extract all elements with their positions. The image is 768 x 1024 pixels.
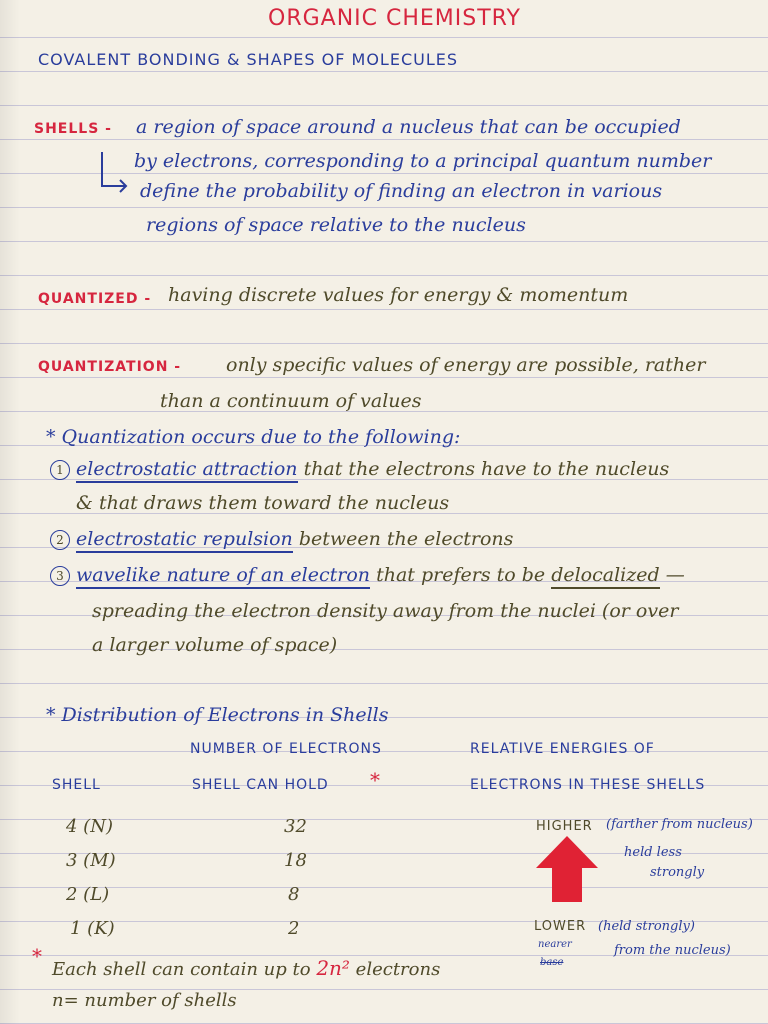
cause-text: that prefers to be <box>376 564 546 586</box>
footer-asterisk: * <box>32 944 42 968</box>
footer-text-end: electrons <box>355 959 441 980</box>
shells-def-line2: by electrons, corresponding to a principal quantum number <box>134 150 712 172</box>
cause-term: wavelike nature of an electron <box>76 564 370 589</box>
count-cell: 8 <box>288 884 300 905</box>
item-number: 2 <box>50 530 70 550</box>
item-number: 3 <box>50 566 70 586</box>
shell-cell: 2 (L) <box>66 884 110 905</box>
col-header-energy-2: ELECTRONS IN THESE SHELLS <box>470 777 706 793</box>
col-header-count-2: SHELL CAN HOLD <box>192 777 329 793</box>
energy-higher: HIGHER <box>536 819 593 834</box>
shell-cell: 1 (K) <box>70 918 115 939</box>
higher-note-2: held less <box>624 845 682 860</box>
cause-item-1-cont: & that draws them toward the nucleus <box>76 492 450 514</box>
cause-item-2 <box>50 530 513 550</box>
col-header-energy-1: RELATIVE ENERGIES OF <box>470 741 655 757</box>
footer-line2: n= number of shells <box>52 990 237 1011</box>
col-header-count-1: NUMBER OF ELECTRONS <box>190 741 382 757</box>
cause-item-3-cont1: spreading the electron density away from the nuclei (or over <box>92 600 679 622</box>
quantization-def-line1: only specific values of energy are possible, rather <box>226 354 706 376</box>
lower-side-2: base <box>540 957 564 968</box>
lower-side-1: nearer <box>538 939 572 950</box>
up-arrow-icon <box>532 834 602 904</box>
cause-item-3-cont2: a larger volume of space) <box>92 634 338 656</box>
shells-def-line4: regions of space relative to the nucleus <box>146 214 526 236</box>
cause-term: electrostatic repulsion <box>76 528 293 553</box>
energy-lower: LOWER <box>534 919 587 934</box>
footer-line1 <box>52 958 440 979</box>
shell-cell: 3 (M) <box>66 850 116 871</box>
lower-note-1: (held strongly) <box>598 919 695 934</box>
cause-item-3 <box>50 566 685 586</box>
shells-def-line3: define the probability of finding an electron in various <box>140 180 663 202</box>
arrow-icon <box>96 150 136 196</box>
footer-text: Each shell can contain up to <box>52 959 311 980</box>
quantization-def-line2: than a continuum of values <box>160 390 422 412</box>
cause-item-1 <box>50 460 669 480</box>
cause-text: that the electrons have to the nucleus <box>303 458 670 480</box>
asterisk-note: * <box>370 768 380 792</box>
count-cell: 2 <box>288 918 300 939</box>
count-cell: 18 <box>284 850 307 871</box>
cause-text: between the electrons <box>298 528 514 550</box>
higher-note-3: strongly <box>650 865 705 880</box>
cause-term-delocalized: delocalized <box>551 564 659 589</box>
term-quantization: QUANTIZATION - <box>38 359 182 375</box>
count-cell: 32 <box>284 816 307 837</box>
distribution-heading: * Distribution of Electrons in Shells <box>46 704 389 726</box>
term-quantized: QUANTIZED - <box>38 291 152 307</box>
formula: 2n² <box>316 956 350 980</box>
page-title: ORGANIC CHEMISTRY <box>268 6 521 31</box>
causes-heading: * Quantization occurs due to the following: <box>46 426 461 448</box>
shells-def-line1: a region of space around a nucleus that can be occupied <box>136 116 681 138</box>
cause-term: electrostatic attraction <box>76 458 298 483</box>
section-subtitle: COVALENT BONDING & SHAPES OF MOLECULES <box>38 50 459 69</box>
shell-cell: 4 (N) <box>66 816 113 837</box>
item-number: 1 <box>50 460 70 480</box>
col-header-shell: SHELL <box>52 777 101 793</box>
term-shells: SHELLS - <box>34 121 112 137</box>
higher-note-1: (farther from nucleus) <box>606 817 753 832</box>
quantized-def: having discrete values for energy & momentum <box>168 284 629 306</box>
lower-note-2: from the nucleus) <box>614 943 731 958</box>
dash: — <box>665 564 685 586</box>
